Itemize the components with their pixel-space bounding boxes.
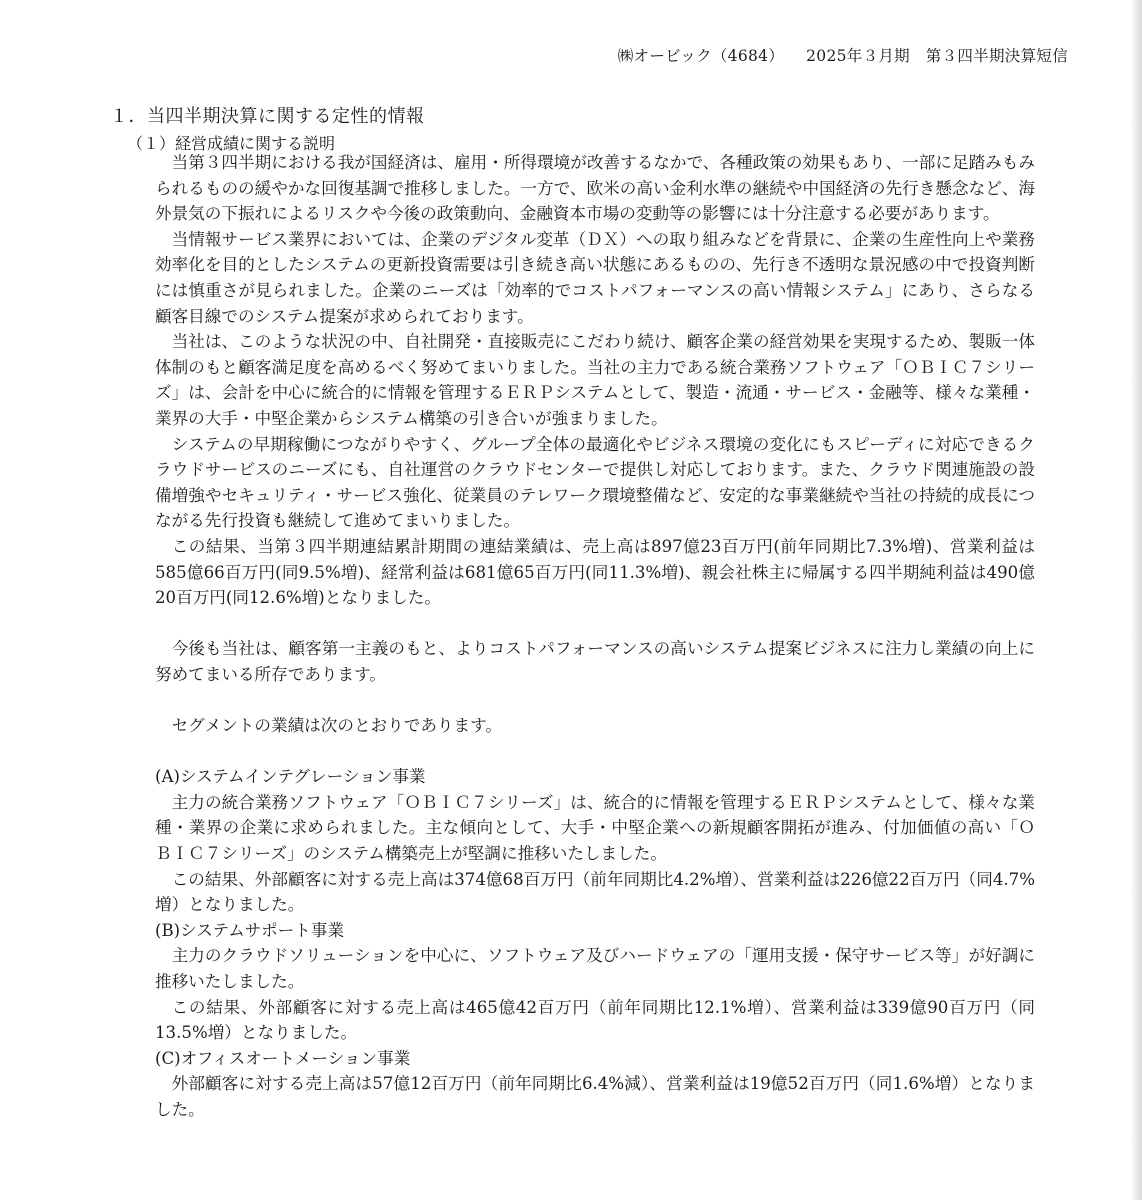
segment-b-results: この結果、外部顧客に対する売上高は465億42百万円（前年同期比12.1%増）、営業利益は339億90百万円（同13.5%増）となりました。 xyxy=(155,997,1035,1043)
paragraph-results: この結果、当第３四半期連結累計期間の連結業績は、売上高は897億23百万円(前年同期比7.3%増)、営業利益は585億66百万円(同9.5%増)、経常利益は681億65百万円(同11.3%増)、親会社株主に帰属する四半期純利益は490億20百万円(同12.6%増)となりました。 xyxy=(155,536,1035,608)
paragraph-industry: 当情報サービス業界においては、企業のデジタル変革（ＤＸ）への取り組みなどを背景に、企業の生産性向上や業務効率化を目的としたシステムの更新投資需要は引き続き高い状態にあるものの、先行き不透明な景況感の中で投資判断には慎重さが見られました。企業のニーズは「効率的でコストパフォーマンスの高い情報システム」にあり、さらなる顧客目線でのシステム提案が求められております。 xyxy=(155,229,1035,326)
segment-a-paragraph: 主力の統合業務ソフトウェア「ＯＢＩＣ７シリーズ」は、統合的に情報を管理するＥＲＰシステムとして、様々な業種・業界の企業に求められました。主な傾向として、大手・中堅企業への新規顧客開拓が進み、付加価値の高い「ＯＢＩＣ７シリーズ」のシステム構築売上が堅調に推移いたしました。 xyxy=(155,792,1035,864)
paragraph-economy: 当第３四半期における我が国経済は、雇用・所得環境が改善するなかで、各種政策の効果もあり、一部に足踏みもみられるものの緩やかな回復基調で推移しました。一方で、欧米の高い金利水準の継続や中国経済の先行き懸念など、海外景気の下振れによるリスクや今後の政策動向、金融資本市場の変動等の影響には十分注意する必要があります。 xyxy=(155,153,1035,224)
page-header xyxy=(618,44,1068,66)
spacer xyxy=(155,611,1035,637)
segment-title-c: (C)オフィスオートメーション事業 xyxy=(155,1048,411,1068)
segment-b-paragraph: 主力のクラウドソリューションを中心に、ソフトウェア及びハードウェアの「運用支援・保守サービス等」が好調に推移いたしました。 xyxy=(155,946,1035,991)
header-period: 2025年３月期 第３四半期決算短信 xyxy=(806,47,1068,65)
spacer xyxy=(155,739,1035,765)
segment-c-results: 外部顧客に対する売上高は57億12百万円（前年同期比6.4%減）、営業利益は19億52百万円（同1.6%増）となりました。 xyxy=(155,1074,1035,1119)
paragraph-segment-intro: セグメントの業績は次のとおりであります。 xyxy=(171,716,502,736)
section-title: １．当四半期決算に関する定性的情報 xyxy=(110,106,425,127)
subsection-title: （１）経営成績に関する説明 xyxy=(127,134,336,153)
page-edge-shadow xyxy=(1130,0,1142,1200)
paragraph-outlook: 今後も当社は、顧客第一主義のもと、よりコストパフォーマンスの高いシステム提案ビジネスに注力し業績の向上に努めてまいる所存であります。 xyxy=(155,639,1035,684)
paragraph-cloud: システムの早期稼働につながりやすく、グループ全体の最適化やビジネス環境の変化にもスピーディに対応できるクラウドサービスのニーズにも、自社運営のクラウドセンターで提供し対応しております。また、クラウド関連施設の設備増強やセキュリティ・サービス強化、従業員のテレワーク環境整備など、安定的な事業継続や当社の持続的成長につながる先行投資も継続して進めてまいりました。 xyxy=(155,434,1035,531)
paragraph-company: 当社は、このような状況の中、自社開発・直接販売にこだわり続け、顧客企業の経営効果を実現するため、製販一体体制のもと顧客満足度を高めるべく努めてまいりました。当社の主力である統合業務ソフトウェア「ＯＢＩＣ７シリーズ」は、会計を中心に統合的に情報を管理するＥＲＰシステムとして、製造・流通・サービス・金融等、様々な業種・業界の大手・中堅企業からシステム構築の引き合いが強まりました。 xyxy=(155,332,1035,428)
segment-a-results: この結果、外部顧客に対する売上高は374億68百万円（前年同期比4.2%増）、営業利益は226億22百万円（同4.7%増）となりました。 xyxy=(155,869,1035,915)
spacer xyxy=(155,687,1035,713)
segment-title-a: (A)システムインテグレーション事業 xyxy=(155,767,426,787)
segment-title-b: (B)システムサポート事業 xyxy=(155,920,345,940)
header-company: ㈱オービック（4684） xyxy=(617,47,785,65)
body-text xyxy=(155,150,1035,1123)
